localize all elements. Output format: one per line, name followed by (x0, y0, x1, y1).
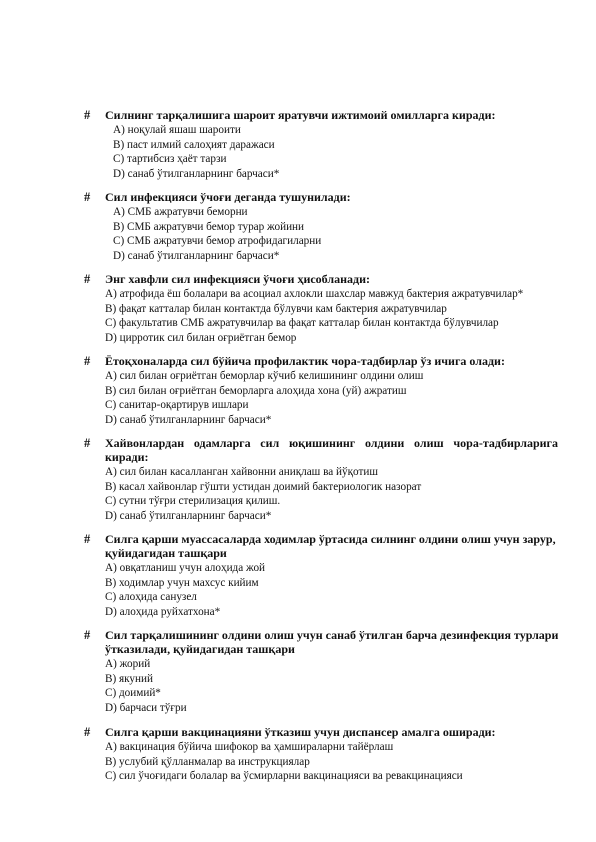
option-c: С) сил ўчоғидаги болалар ва ўсмирларни вакцинацияси ва ревакцинацияси (105, 770, 463, 783)
option-c: С) алоҳида санузел (105, 591, 197, 604)
option-a: А) сил билан оғриётган беморлар кўчиб келишининг олдини олиш (105, 370, 424, 382)
option-b: В) касал хайвонлар гўшти устидан доимий бактериологик назорат (105, 480, 422, 493)
option-b: В) услубий қўлланмалар ва инструкциялар (105, 755, 310, 768)
question-2 (0, 190, 596, 263)
question-text-line-1: Хайвонлардан одамларга сил юқишининг олдини олиш чора-тадбирларига (105, 436, 558, 450)
option-c: С) тартибсиз ҳаёт тарзи (113, 153, 227, 166)
question-7 (0, 628, 596, 715)
options-list (105, 465, 421, 524)
option-b: В) фақат катталар билан контактда бўлувчи кам бактерия ажратувчилар (105, 302, 447, 315)
question-marker: # (84, 190, 91, 204)
option-a: А) атрофида ёш болалари ва асоциал ахлокли шахслар мавжуд бактерия ажратувчилар* (105, 288, 524, 300)
option-c: С) доимий* (105, 687, 161, 700)
question-text-line-2: киради: (105, 450, 149, 464)
question-text-line-2: қуйидагидан ташқари (105, 546, 227, 560)
option-a: А) СМБ ажратувчи беморни (113, 206, 248, 218)
option-d: D) санаб ўтилганларнинг барчаси* (105, 414, 272, 427)
option-d: D) барчаси тўғри (105, 702, 187, 715)
option-b: В) ходимлар учун махсус кийим (105, 576, 259, 589)
question-marker: # (84, 436, 91, 450)
options-list (113, 123, 279, 182)
question-5 (0, 436, 596, 523)
question-8 (0, 725, 596, 783)
option-d: D) цирротик сил билан оғриётган бемор (105, 332, 297, 345)
question-text: Силга қарши вакцинацияни ўтказиш учун диспансер амалга оширади: (105, 725, 496, 739)
option-b: В) паст илмий салоҳият даражаси (113, 138, 275, 151)
option-b: В) СМБ ажратувчи бемор турар жойини (113, 220, 305, 233)
question-text-line-1: Сил тарқалишининг олдини олиш учун санаб ўтилган барча дезинфекция турлари (105, 628, 559, 642)
options-list (113, 205, 321, 264)
option-a: А) сил билан касалланган хайвонни аниқлаш ва йўқотиш (105, 466, 378, 478)
question-text: Ётоқхоналарда сил бўйича профилактик чора-тадбирлар ўз ичига олади: (105, 354, 505, 368)
option-c: С) факультатив СМБ ажратувчилар ва фақат катталар билан контактда бўлувчилар (105, 317, 499, 330)
question-text: Энг хавфли сил инфекцияси ўчоғи ҳисобланади: (105, 272, 371, 286)
question-text-line-2: ўтказилади, қуйидагидан ташқари (105, 642, 295, 656)
option-c: С) СМБ ажратувчи бемор атрофидагиларни (113, 235, 322, 248)
question-marker: # (84, 272, 91, 286)
question-marker: # (84, 628, 91, 642)
question-marker: # (84, 532, 91, 546)
option-a: А) вакцинация бўйича шифокор ва ҳамшираларни тайёрлаш (105, 741, 394, 753)
option-a: А) овқатланиш учун алоҳида жой (105, 562, 266, 574)
options-list (105, 657, 187, 716)
option-d: D) санаб ўтилганларнинг барчаси* (105, 510, 272, 523)
option-b: В) якуний (105, 672, 153, 685)
options-list (105, 287, 523, 346)
option-a: А) жорий (105, 658, 151, 670)
options-list (105, 369, 423, 428)
option-d: D) санаб ўтилганларнинг барчаси* (113, 250, 280, 263)
question-4 (0, 354, 596, 427)
options-list (105, 740, 463, 784)
question-text-line-1: Силга қарши муассасаларда ходимлар ўртасида силнинг олдини олиш учун зарур, (105, 532, 556, 546)
option-d: D) санаб ўтилганларнинг барчаси* (113, 168, 280, 181)
options-list (105, 561, 265, 620)
option-b: В) сил билан оғриётган беморларга алоҳида хона (уй) ажратиш (105, 384, 407, 397)
question-text: Силнинг тарқалишига шароит яратувчи ижтимоий омилларга киради: (105, 108, 496, 122)
question-3 (0, 272, 596, 345)
question-marker: # (84, 108, 91, 122)
question-marker: # (84, 354, 91, 368)
question-text: Сил инфекцияси ўчоғи деганда тушунилади: (105, 190, 351, 204)
option-a: А) ноқулай яшаш шароити (113, 124, 241, 136)
question-6 (0, 532, 596, 619)
option-c: С) сутни тўғри стерилизация қилиш. (105, 495, 281, 508)
question-marker: # (84, 725, 91, 739)
option-d: D) алоҳида руйхатхона* (105, 606, 221, 619)
option-c: С) санитар-оқартирув ишлари (105, 399, 249, 412)
question-1 (0, 108, 596, 181)
